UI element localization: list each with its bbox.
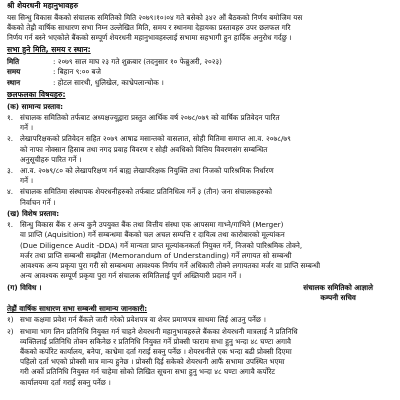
proposal-item bbox=[7, 113, 393, 133]
proposal-text bbox=[20, 220, 320, 281]
proposal-line: को नाफा नोक्सान हिसाब तथा नगद प्रवाह विवरण र सोही अवधिको वित्तिय विवरणसंग सम्बन्धित bbox=[20, 144, 268, 154]
proposal-number: ४. bbox=[7, 187, 14, 197]
proposal-line: आ.व. २०७९/८० को लेखापरिक्षण गर्न बाह्य लेखापरिक्षक नियुक्ति तथा निजको पारिश्रमिक निर्धारण bbox=[20, 165, 274, 175]
proposal-item bbox=[7, 134, 393, 165]
notes-list bbox=[7, 315, 393, 388]
proposal-text bbox=[20, 187, 272, 207]
meeting-heading: सभा हुने मिति, समय र स्थान: bbox=[7, 45, 91, 55]
meeting-date-row bbox=[7, 57, 393, 67]
proposal-text bbox=[20, 113, 280, 133]
intro-line: यस सिन्धु विकास बैंकको संचालक समितिको मिति २०७९।१०।०४ गते बसेको ३४२ औं बैठकको निर्णय बमोजिम यस bbox=[7, 12, 303, 22]
proposal-text bbox=[20, 166, 274, 186]
note-item bbox=[7, 327, 393, 388]
note-text bbox=[20, 315, 266, 325]
agenda-heading: छलफलका विषयहरु: bbox=[7, 89, 66, 99]
notes-heading: तेह्रौं वार्षिक साधारण सभा सम्बन्धी सामान्य जानकारी: bbox=[7, 304, 148, 314]
note-number: २) bbox=[7, 326, 14, 336]
misc-label: (ग) विविध । bbox=[7, 283, 42, 293]
proposal-line: अनुसूचीहरु पारित गर्ने । bbox=[20, 154, 82, 164]
misc-and-signature bbox=[7, 283, 393, 302]
meeting-date-label: मिति bbox=[7, 57, 20, 67]
special-proposal-heading: (ख) विशेष प्रस्ताव: bbox=[7, 208, 60, 218]
meeting-venue-row bbox=[7, 78, 393, 88]
signatory-title: कम्पनी सचिव bbox=[320, 292, 356, 302]
proposal-line: गर्ने । bbox=[20, 176, 34, 186]
proposal-number: १. bbox=[7, 220, 14, 230]
ordinary-proposals bbox=[7, 113, 393, 208]
proposal-line: अन्य आवश्यक सम्पूर्ण प्रकृया पुरा गर्न संचालक समितिलाई पूर्ण अख्तियारी प्रदान गर्ने । bbox=[20, 271, 242, 281]
note-line: सभामा भाग लिन प्रतिनिधि नियुक्त गर्न चाहने शेयरधनी महानुभावहरुले बैंकका शेयरधनी मात्रलाई नै प्रतिनिधि bbox=[20, 326, 298, 336]
proposal-line: लेखापरिक्षकको प्रतिवेदन सहित २०७९ आषाढ मसान्तको वासलात, सोही मितिमा समाप्त आ.व. २०७८/७९ bbox=[20, 134, 291, 144]
proposal-line: वा प्राप्ति (Aquisition) गर्ने सम्बन्धमा बैंकको चल अचल सम्पत्ति र दायित्व तथा कारोबारको मूल्यांकन bbox=[20, 230, 285, 240]
proposal-item bbox=[7, 187, 393, 207]
ordinary-proposal-heading: (क) सामान्य प्रस्ताव: bbox=[7, 101, 63, 111]
proposal-number: ३. bbox=[7, 165, 14, 175]
signatory-line: संचालक समितिको आज्ञाले bbox=[303, 283, 373, 293]
salutation: श्री शेयरधनी महानुभावहरु bbox=[7, 1, 79, 10]
meeting-info bbox=[7, 57, 393, 88]
proposal-line: आवश्यक अन्य प्रकृया पुरा गरी सो सम्बन्धमा आवश्यक निर्णय गर्ने अधिकारी तोक्ने लगायतका मर्जर वा प्राप्ति सम्बन्धी bbox=[20, 260, 321, 270]
intro-paragraph bbox=[7, 13, 393, 44]
special-proposals bbox=[7, 220, 393, 281]
note-line: व्यक्तिलाई प्रतिनिधि तोक्न सकिनेछ र प्रतिनिधि नियुक्त गर्ने प्रोक्सी फाराम सभा हुनु भन्दा ४८ घण्टा अगावै bbox=[20, 336, 291, 346]
proposal-item bbox=[7, 220, 393, 281]
proposal-item bbox=[7, 166, 393, 186]
meeting-venue-label: स्थान bbox=[7, 77, 21, 87]
proposal-text bbox=[20, 134, 291, 165]
note-text bbox=[20, 327, 298, 388]
proposal-line: मर्जर तथा प्राप्ति सम्बन्धी सम्झौता (Memorandum of Understanding) गर्ने लगायत सो सम्बन्धी bbox=[20, 250, 292, 260]
meeting-time-row bbox=[7, 67, 393, 77]
meeting-time-label: समय bbox=[7, 67, 21, 77]
proposal-number: २. bbox=[7, 134, 14, 144]
proposal-line: सिन्धु विकास बैंक र अन्य कुनै उपयुक्त बैंक तथा वित्तीय संस्था एक आपसमा गाभ्ने/गाभिने (Merger) bbox=[20, 220, 284, 230]
note-item bbox=[7, 315, 393, 325]
proposal-line: निर्वाचन गर्ने । bbox=[20, 197, 56, 207]
note-line: बैंकको कर्पोरेट कार्यालय, बनेपा, काभ्रेमा दर्ता गराई सक्नु पर्नेछ । शेयरधनीले एक भन्दा बढी प्रोक्सी दिएमा bbox=[20, 346, 292, 356]
signatory-block bbox=[303, 283, 393, 302]
intro-line: निर्णय गर्न बस्ने भएकोले बैंकको सम्पूर्ण शेयरधनी महानुभावहरुलाई सभामा सहभागी हुन हार्दिक अनुरोध गर्दछु । bbox=[7, 33, 292, 43]
note-line: सभा कक्षमा प्रवेश गर्न बैंकले जारी गरेको प्रवेशपत्र वा शेयर प्रमाणपत्र साथमा लिई आउनु पर्नेछ । bbox=[20, 315, 266, 325]
proposal-number: १. bbox=[7, 112, 14, 122]
proposal-line: संचालक समितिको तर्फबाट अध्यक्षज्यूद्वारा प्रस्तुत आर्थिक वर्ष २०७८/०७९ को वार्षिक प्रतिवेदन पारित bbox=[20, 112, 280, 122]
proposal-line: (Due Diligence Audit -DDA) गर्ने मान्यता प्राप्त मूल्यांकनकर्ता नियुक्त गर्ने, निजको पारिश्रमिक तोक्ने, bbox=[20, 240, 303, 250]
note-line: कार्यालयमा दर्ता गराई सक्नु पर्नेछ । bbox=[20, 377, 111, 387]
meeting-date-value: : २०७९ साल माघ २३ गते शुक्रबार (तदनुसार १० फेब्रुअरी, २०२३) bbox=[53, 57, 222, 67]
meeting-time-value: : बिहान ९:०० बजे bbox=[53, 67, 101, 77]
proposal-line: गर्ने । bbox=[20, 123, 34, 133]
note-line: गरी अर्को प्रतिनिधि नियुक्त गर्न चाहेमा सोको लिखित सूचना सभा हुनु भन्दा ४८ घण्टा अगावै कर्पोरेट bbox=[20, 367, 276, 377]
note-line: पहिलो दर्ता भएको प्रोक्सी मात्र मान्य हुनेछ । प्रोक्सी दिई सकेको शेयरधनी आफैं सभामा उपस्थित भएमा bbox=[20, 357, 285, 367]
meeting-venue-value: : होटल सारथी, धुलिखेल, काभ्रेपलान्चोक । bbox=[53, 77, 164, 87]
note-number: १) bbox=[7, 315, 14, 325]
intro-line: बैंकको तेह्रौ वार्षिक साधारण सभा निम्न उल्लेखित मिति, समय र स्थानमा देहायका प्रस्तावहरु उपर छलफल गरि bbox=[7, 23, 291, 32]
proposal-line: संचालक समितिमा संस्थापक शेयरधनीहरुको तर्फबाट प्रतिनिधित्व गर्ने ३ (तीन) जना संचालकहरुको bbox=[20, 187, 272, 197]
